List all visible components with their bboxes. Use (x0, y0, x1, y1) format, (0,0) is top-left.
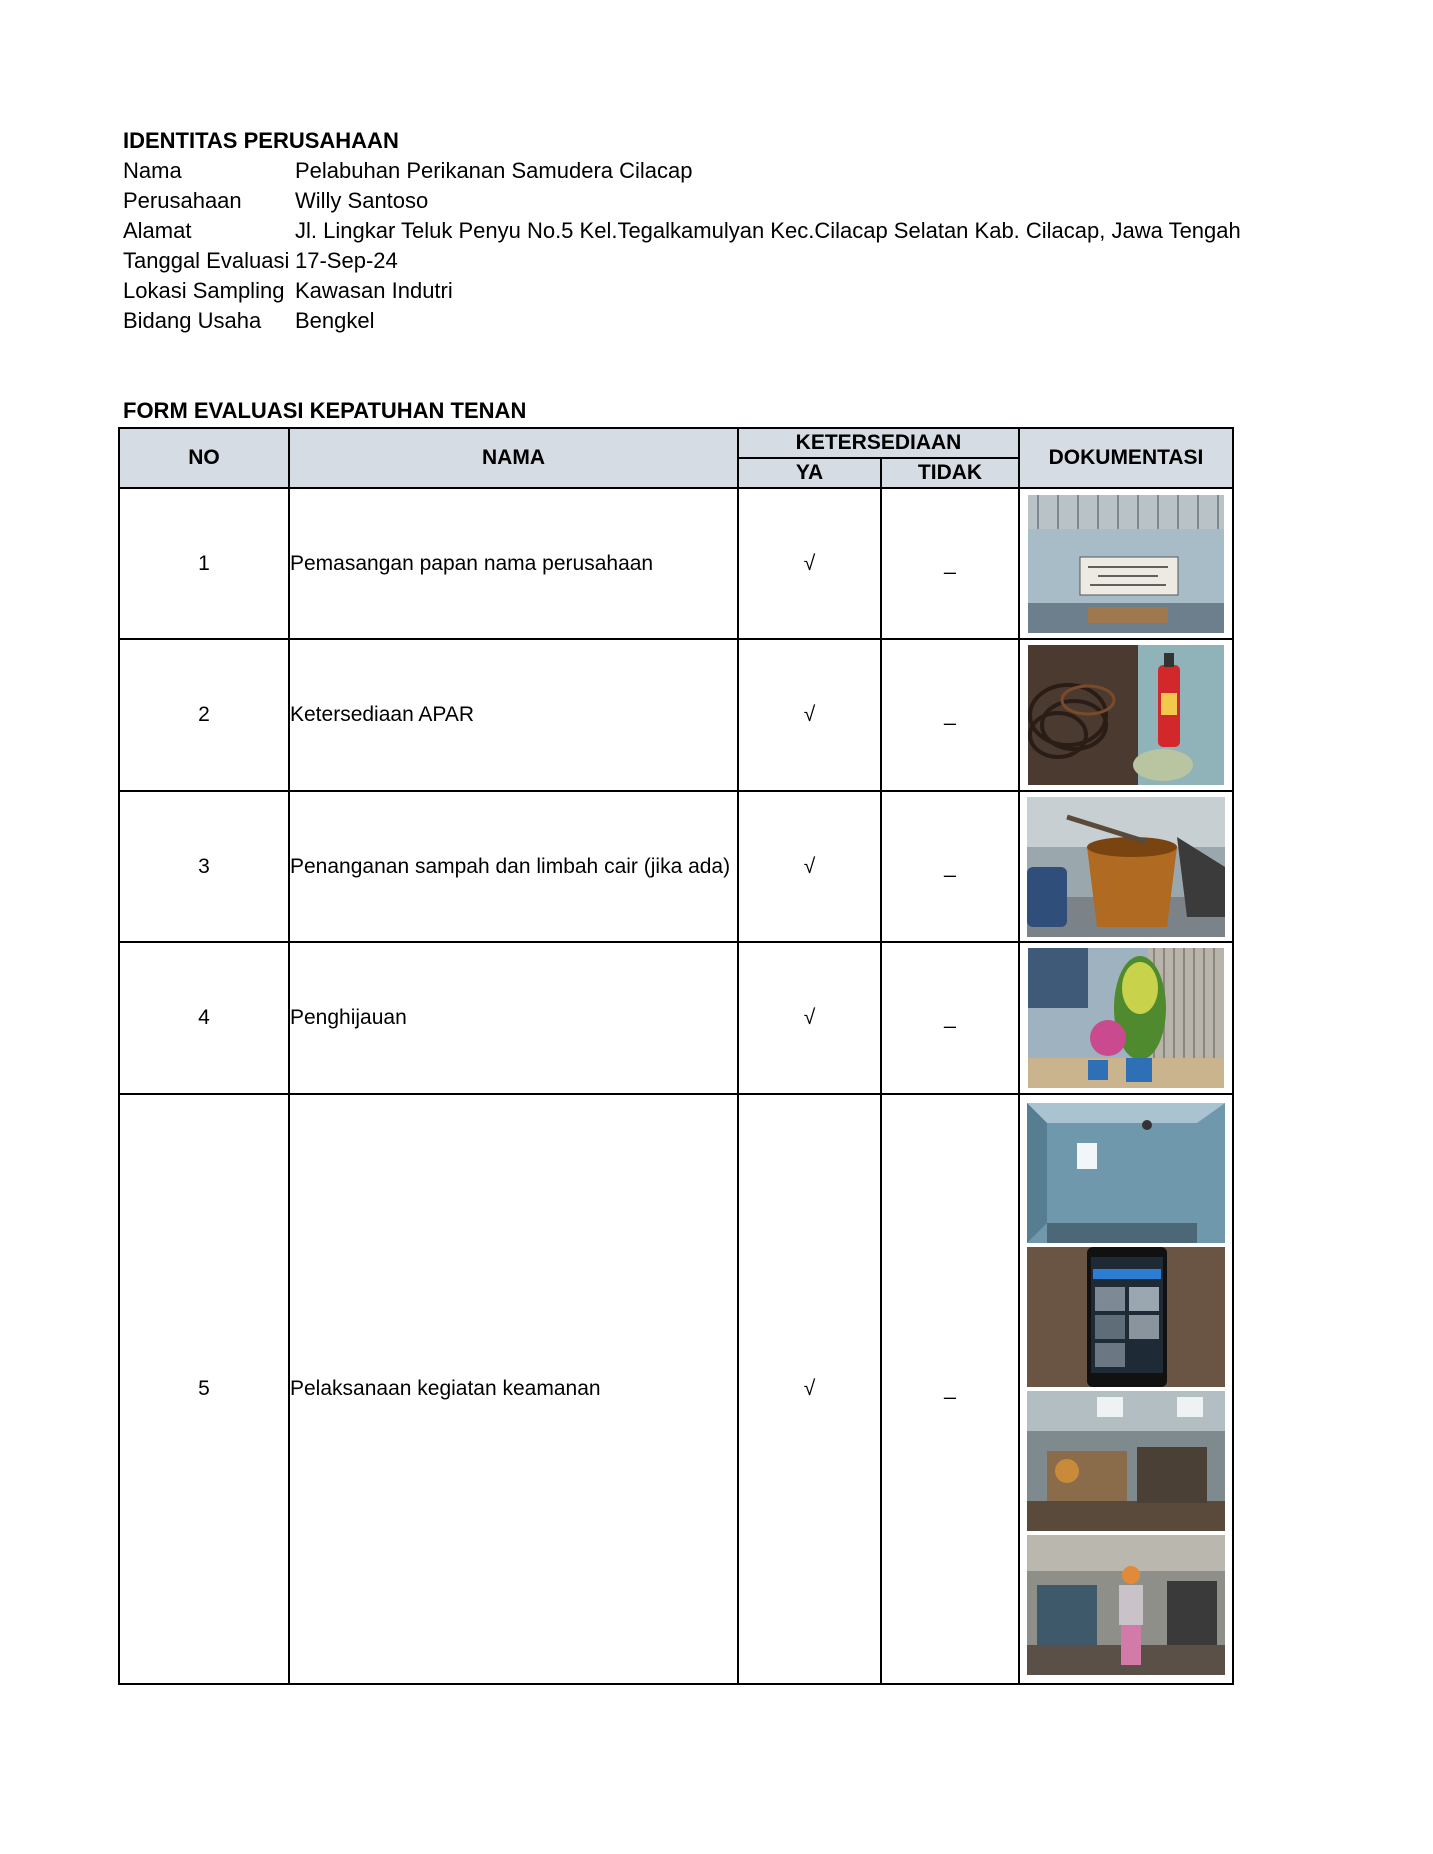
row-number: 1 (119, 488, 289, 639)
photo-workshop-lathe (1027, 1391, 1225, 1531)
photo-potted-plants (1028, 948, 1224, 1088)
row-item-name: Penanganan sampah dan limbah cair (jika ada) (289, 791, 738, 942)
photo-waste-bin (1027, 797, 1225, 937)
row-ya-mark: √ (738, 639, 881, 791)
identity-value: Pelabuhan Perikanan Samudera Cilacap (295, 158, 693, 183)
row-ya-mark: √ (738, 942, 881, 1094)
row-documentation (1019, 791, 1233, 942)
identity-row-alamat (123, 216, 1241, 246)
row-tidak-mark: _ (881, 488, 1019, 639)
row-ya-mark: √ (738, 1094, 881, 1684)
photo-fire-extinguisher (1028, 645, 1224, 785)
header-nama: NAMA (289, 428, 738, 488)
photo-signboard (1028, 495, 1224, 633)
row-ya-mark: √ (738, 791, 881, 942)
evaluation-table (118, 427, 1234, 1685)
header-ya: YA (738, 458, 881, 488)
row-tidak-mark: _ (881, 639, 1019, 791)
photo-workshop-worker (1027, 1535, 1225, 1675)
form-title: FORM EVALUASI KEPATUHAN TENAN (123, 398, 527, 423)
row-number: 5 (119, 1094, 289, 1684)
identity-value: Bengkel (295, 308, 375, 333)
identity-row-bidang (123, 306, 1241, 336)
identity-label: Lokasi Sampling (123, 278, 285, 303)
row-number: 3 (119, 791, 289, 942)
header-dokumentasi: DOKUMENTASI (1019, 428, 1233, 488)
row-number: 2 (119, 639, 289, 791)
identity-value: Kawasan Indutri (295, 278, 453, 303)
table-row (119, 791, 1233, 942)
row-item-name: Pemasangan papan nama perusahaan (289, 488, 738, 639)
company-identity-section (123, 126, 1241, 336)
identity-row-nama (123, 156, 1241, 186)
header-tidak: TIDAK (881, 458, 1019, 488)
identity-heading: IDENTITAS PERUSAHAAN (123, 128, 399, 153)
identity-label: Bidang Usaha (123, 308, 262, 333)
row-item-name: Pelaksanaan kegiatan keamanan (289, 1094, 738, 1684)
table-row (119, 639, 1233, 791)
identity-row-lokasi (123, 276, 1241, 306)
row-documentation (1019, 942, 1233, 1094)
identity-label: Perusahaan (123, 188, 242, 213)
row-tidak-mark: _ (881, 791, 1019, 942)
table-row (119, 1094, 1233, 1684)
table-row (119, 488, 1233, 639)
row-item-name: Penghijauan (289, 942, 738, 1094)
identity-value: 17-Sep-24 (295, 248, 398, 273)
row-number: 4 (119, 942, 289, 1094)
identity-row-tanggal (123, 246, 1241, 276)
header-no: NO (119, 428, 289, 488)
identity-label: Alamat (123, 218, 192, 243)
table-row (119, 942, 1233, 1094)
row-documentation (1019, 488, 1233, 639)
photo-cctv-camera (1027, 1103, 1225, 1243)
identity-value: Jl. Lingkar Teluk Penyu No.5 Kel.Tegalkamulyan Kec.Cilacap Selatan Kab. Cilacap, Jawa Tengah (295, 218, 1241, 243)
header-ketersediaan: KETERSEDIAAN (738, 428, 1019, 458)
photo-cctv-monitor-phone (1027, 1247, 1225, 1387)
row-ya-mark: √ (738, 488, 881, 639)
identity-row-perusahaan (123, 186, 1241, 216)
row-documentation (1019, 639, 1233, 791)
row-item-name: Ketersediaan APAR (289, 639, 738, 791)
row-tidak-mark: _ (881, 942, 1019, 1094)
row-documentation (1019, 1094, 1233, 1684)
identity-label: Nama (123, 158, 182, 183)
row-tidak-mark: _ (881, 1094, 1019, 1684)
identity-label: Tanggal Evaluasi (123, 248, 290, 273)
identity-value: Willy Santoso (295, 188, 429, 213)
